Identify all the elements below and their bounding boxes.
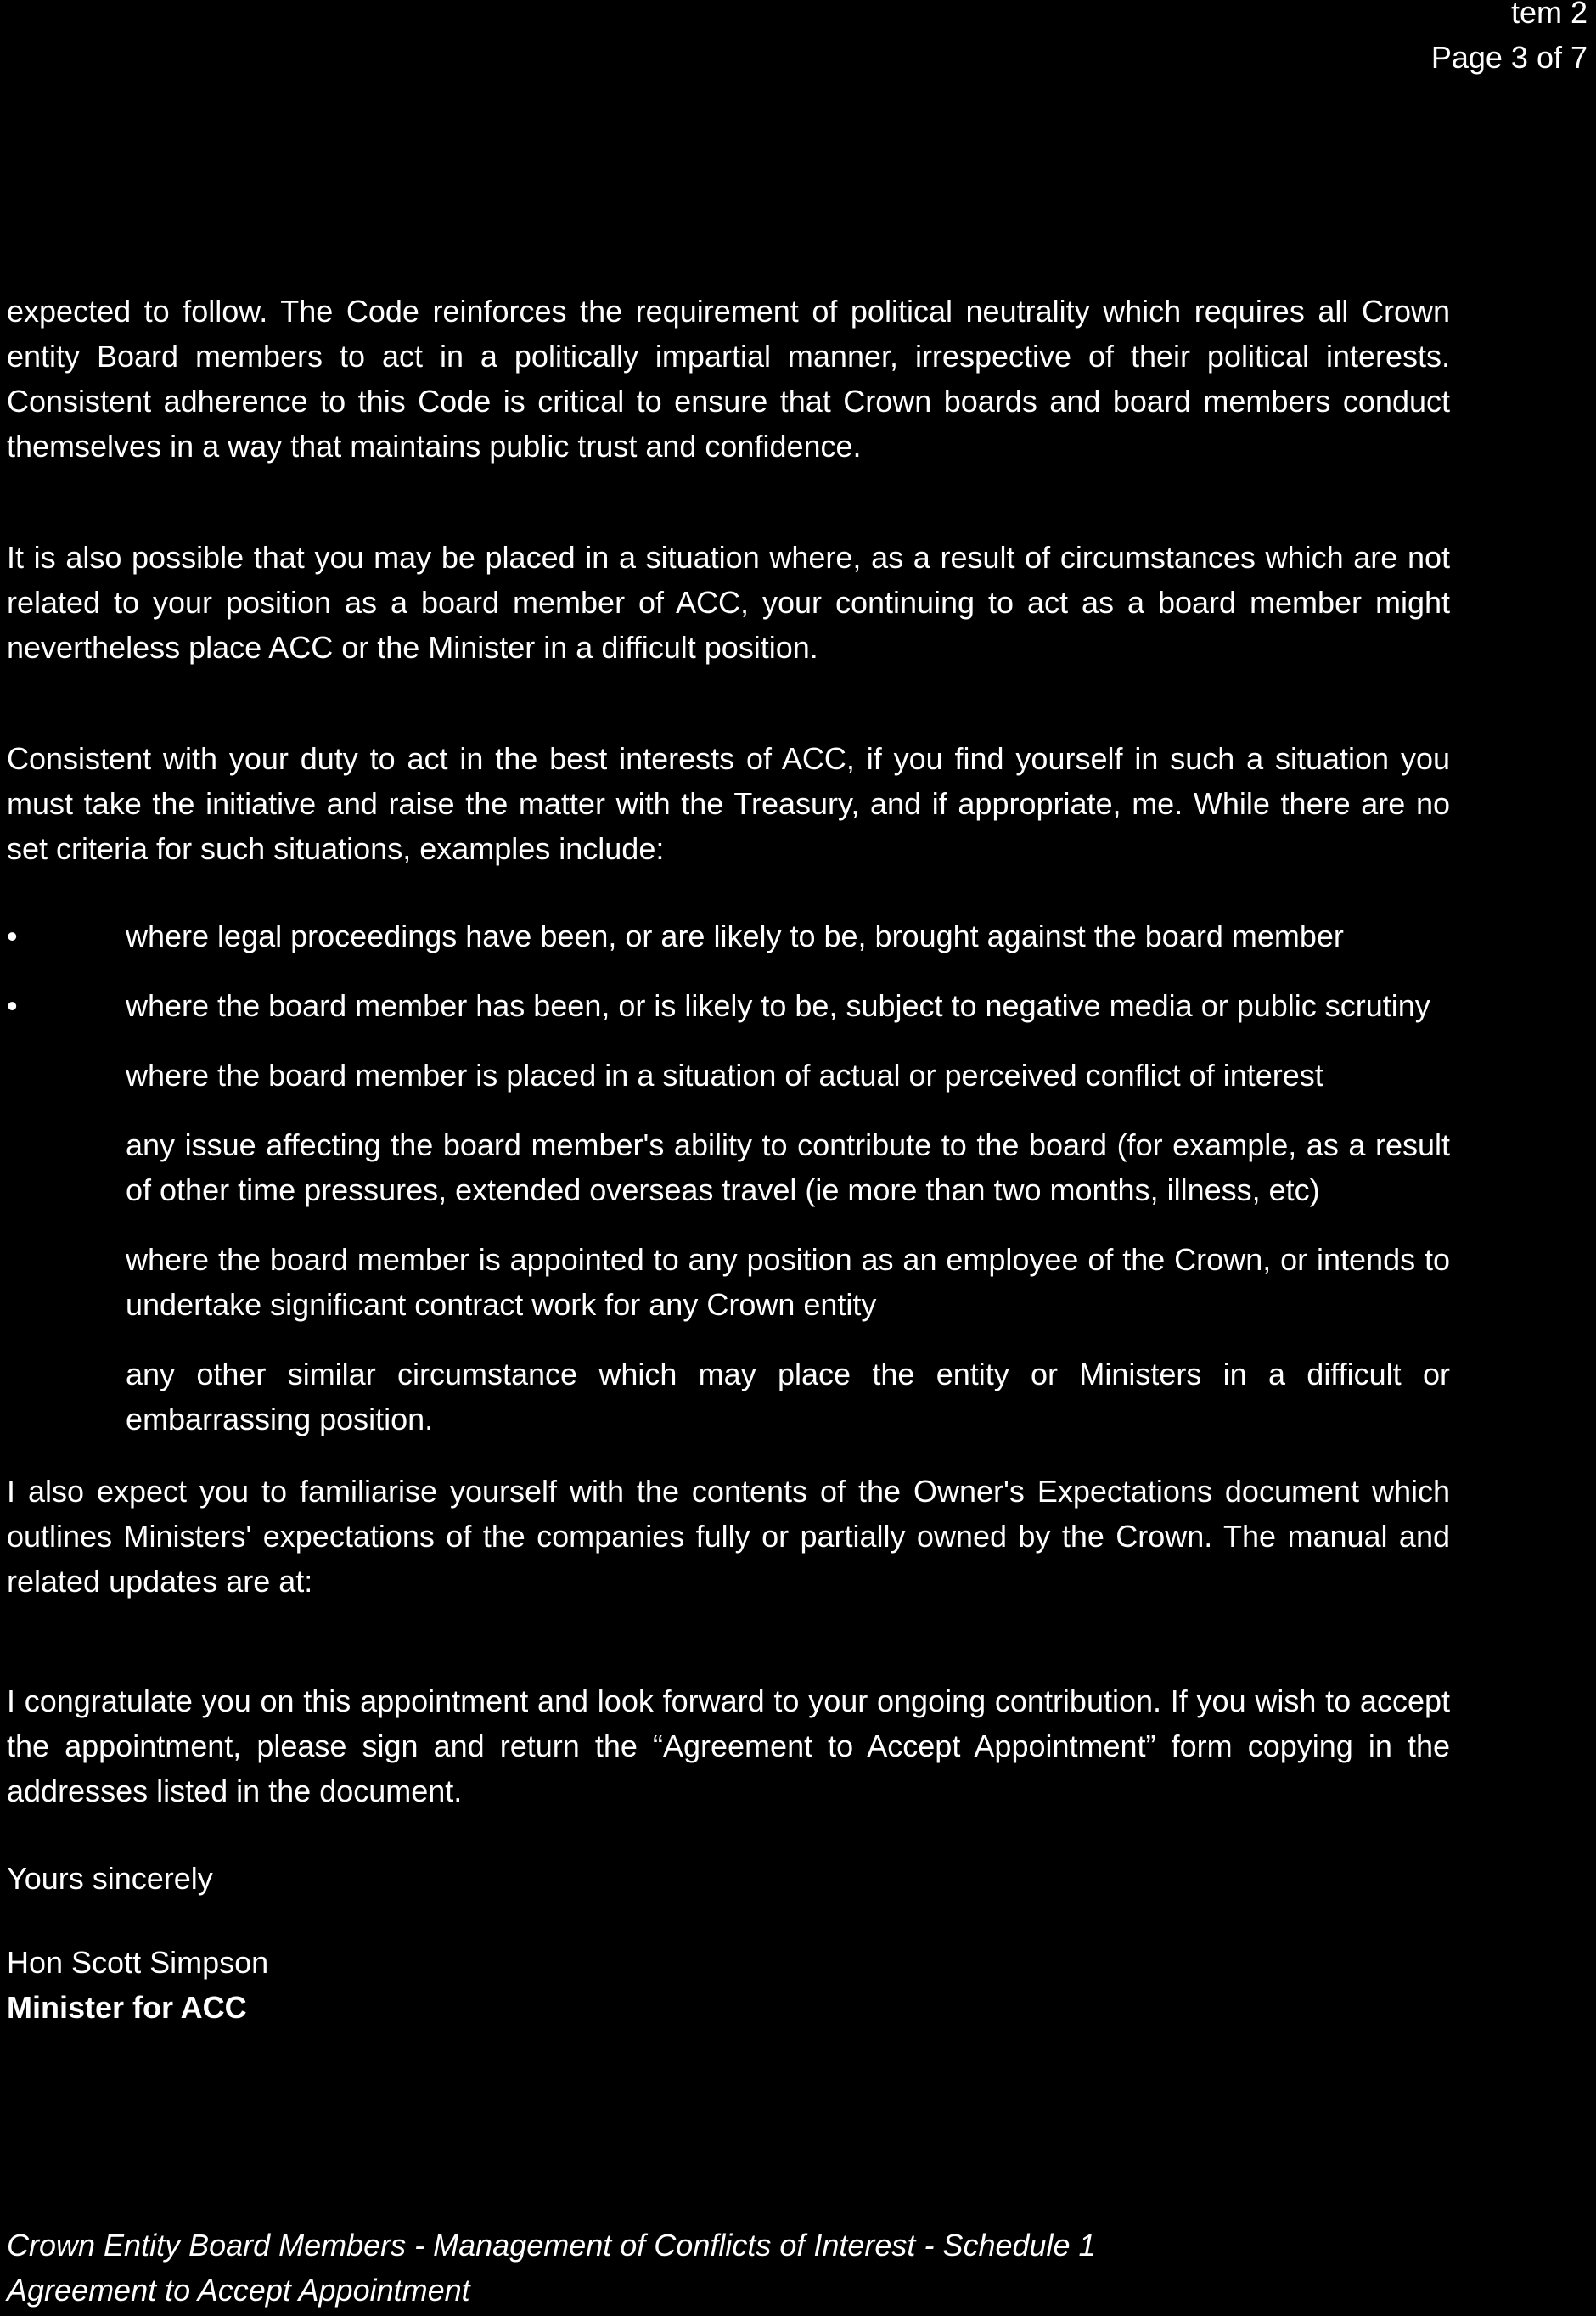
list-item	[7, 913, 1450, 958]
footer-schedule-title: Agreement to Accept Appointment	[7, 2273, 470, 2308]
page-header	[1431, 0, 1588, 80]
list-item-text: any issue affecting the board member's ability to contribute to the board (for example, as a result of other time pressures, extended overseas travel (ie more than two months, illness, etc)	[126, 1127, 1450, 1207]
footer-document-title: Crown Entity Board Members - Management of Conflicts of Interest - Schedule 1	[7, 2228, 1096, 2263]
bullet-icon: •	[7, 919, 18, 953]
list-item-text: where the board member is appointed to any position as an employee of the Crown, or intends to undertake significant contract work for any Crown entity	[126, 1242, 1450, 1322]
signature-block	[7, 1940, 1450, 2030]
bullet-icon: •	[7, 988, 18, 1023]
paragraph-code-of-conduct: expected to follow. The Code reinforces the requirement of political neutrality which requires all Crown entity Board members to act in a politically impartial manner, irrespective of their political interests. Consistent adherence to this Code is critical to ensure that Crown boards and board members conduct themselves in a way that maintains public trust and confidence.	[7, 294, 1450, 464]
examples-bullet-list	[7, 913, 1450, 1442]
list-item	[7, 1237, 1450, 1327]
list-item-text: where legal proceedings have been, or are likely to be, brought against the board member	[126, 919, 1344, 953]
list-item	[7, 983, 1450, 1028]
list-item-text: where the board member is placed in a situation of actual or perceived conflict of interest	[126, 1058, 1323, 1093]
signatory-name: Hon Scott Simpson	[7, 1945, 269, 1980]
closing-salutation: Yours sincerely	[7, 1861, 213, 1896]
list-item	[7, 1053, 1450, 1098]
bullet-icon	[7, 1352, 126, 1442]
paragraph-difficult-position: It is also possible that you may be placed in a situation where, as a result of circumstances which are not related to your position as a board member of ACC, your continuing to act as a board member might nevertheless place ACC or the Minister in a difficult position.	[7, 540, 1450, 665]
bullet-icon	[7, 1237, 126, 1327]
paragraph-duty-examples-intro: Consistent with your duty to act in the best interests of ACC, if you find yourself in such a situation you must take the initiative and raise the matter with the Treasury, and if appropriate, me. While there are no set criteria for such situations, examples include:	[7, 741, 1450, 866]
list-item-text: any other similar circumstance which may place the entity or Ministers in a difficult or embarrassing position.	[126, 1357, 1450, 1436]
letter-body	[7, 289, 1450, 2030]
signatory-title: Minister for ACC	[7, 1990, 247, 2025]
paragraph-owners-expectations: I also expect you to familiarise yourself with the contents of the Owner's Expectations document which outlines Ministers' expectations of the companies fully or partially owned by the Crown. The manual and related updates are at:	[7, 1474, 1450, 1599]
list-item	[7, 1352, 1450, 1442]
bullet-icon	[7, 1053, 126, 1098]
page-number: Page 3 of 7	[1430, 40, 1588, 75]
paragraph-congratulations: I congratulate you on this appointment and look forward to your ongoing contribution. If you wish to accept the appointment, please sign and return the “Agreement to Accept Appointment” form copying in the addresses listed in the document.	[7, 1684, 1450, 1808]
bullet-icon	[7, 1122, 126, 1212]
item-label: tem 2	[1510, 0, 1588, 30]
document-footer	[7, 2223, 1096, 2313]
list-item-text: where the board member has been, or is likely to be, subject to negative media or public scrutiny	[126, 988, 1430, 1023]
list-item	[7, 1122, 1450, 1212]
